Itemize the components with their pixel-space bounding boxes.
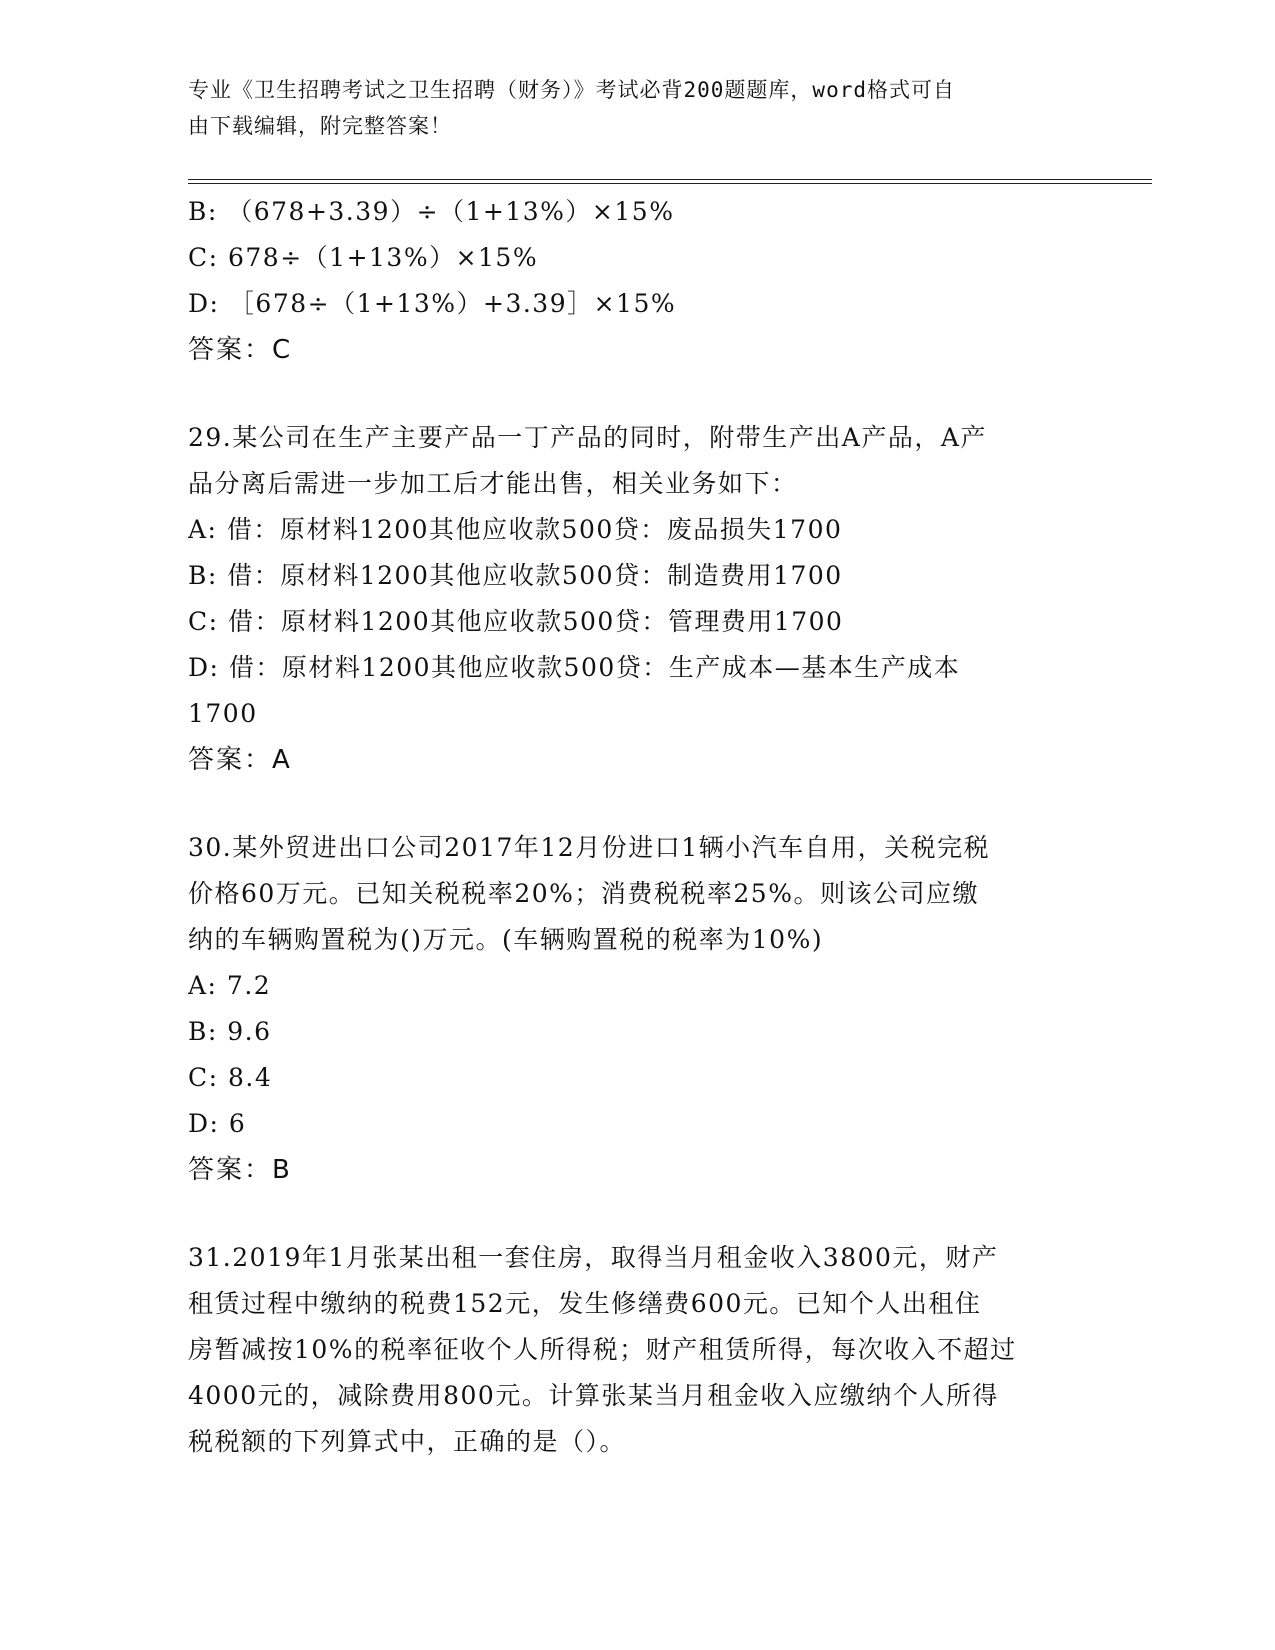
q30-option-d: D: 6 (188, 1109, 247, 1138)
page-header (188, 72, 1068, 144)
q29-option-c: C: 借：原材料1200其他应收款500贷：管理费用1700 (188, 607, 844, 636)
q28-answer: 答案：C (188, 335, 293, 365)
q29-option-b: B: 借：原材料1200其他应收款500贷：制造费用1700 (188, 561, 843, 590)
q31-stem-line-1: 31.2019年1月张某出租一套住房，取得当月租金收入3800元，财产 (188, 1243, 999, 1272)
q31-stem-line-5: 税税额的下列算式中，正确的是（）。 (188, 1427, 627, 1456)
q29-option-a: A: 借：原材料1200其他应收款500贷：废品损失1700 (188, 515, 843, 544)
spacer (188, 373, 1088, 415)
q29-stem-line-2: 品分离后需进一步加工后才能出售，相关业务如下： (188, 469, 798, 498)
header-line-1: 专业《卫生招聘考试之卫生招聘（财务）》考试必背200题题库，word格式可自 (188, 78, 955, 102)
q29-option-d-line-2: 1700 (188, 699, 258, 728)
q29-answer: 答案：A (188, 745, 292, 775)
q30-stem-line-3: 纳的车辆购置税为()万元。(车辆购置税的税率为10%) (188, 925, 824, 954)
q29-option-d-line-1: D: 借：原材料1200其他应收款500贷：生产成本—基本生产成本 (188, 653, 961, 682)
question-28 (188, 189, 1088, 373)
spacer (188, 783, 1088, 825)
q30-stem-line-1: 30.某外贸进出口公司2017年12月份进口1辆小汽车自用，关税完税 (188, 833, 991, 862)
q28-option-c: C: 678÷（1+13%）×15% (188, 243, 539, 272)
q30-answer: 答案：B (188, 1155, 292, 1185)
page-content (188, 189, 1088, 1465)
q30-stem-line-2: 价格60万元。已知关税税率20%；消费税税率25%。则该公司应缴 (188, 879, 979, 908)
q31-stem-line-4: 4000元的，减除费用800元。计算张某当月租金收入应缴纳个人所得 (188, 1381, 999, 1410)
question-31 (188, 1235, 1088, 1465)
q30-option-a: A: 7.2 (188, 971, 272, 1000)
q31-stem-line-3: 房暂减按10%的税率征收个人所得税；财产租赁所得，每次收入不超过 (188, 1335, 1017, 1364)
q31-stem-line-2: 租赁过程中缴纳的税费152元，发生修缮费600元。已知个人出租住 (188, 1289, 982, 1318)
question-29 (188, 415, 1088, 783)
q29-stem-line-1: 29.某公司在生产主要产品一丁产品的同时，附带生产出A产品，A产 (188, 423, 987, 452)
q28-option-d: D: ［678÷（1+13%）+3.39］×15% (188, 289, 677, 318)
header-divider-bottom (188, 183, 1152, 184)
header-divider-top (188, 179, 1152, 180)
question-30 (188, 825, 1088, 1193)
header-line-2: 由下载编辑，附完整答案！ (188, 114, 452, 138)
q28-option-b: B: （678+3.39）÷（1+13%）×15% (188, 197, 675, 226)
q30-option-b: B: 9.6 (188, 1017, 272, 1046)
spacer (188, 1193, 1088, 1235)
q30-option-c: C: 8.4 (188, 1063, 273, 1092)
